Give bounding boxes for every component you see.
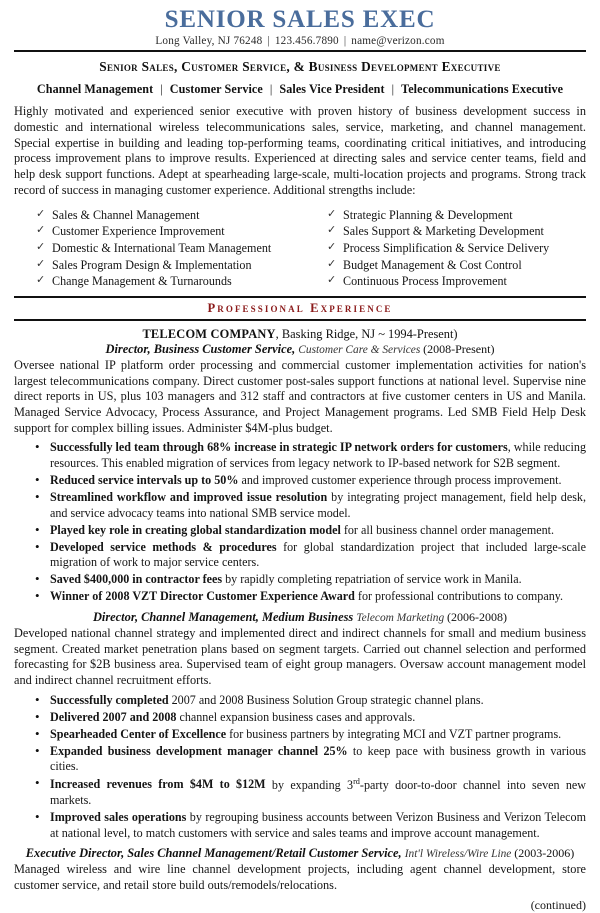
- job-title: [14, 846, 586, 861]
- achievement-highlight: Successfully completed: [50, 692, 169, 707]
- strength-label: Change Management & Turnarounds: [52, 274, 232, 289]
- achievement-item: [50, 523, 586, 539]
- achievement-text: by expanding 3rd-party door-to-door channel into seven new markets.: [50, 776, 586, 808]
- page-title: SENIOR SALES EXEC: [164, 6, 436, 33]
- achievement-highlight: Spearheaded Center of Excellence: [50, 726, 227, 741]
- achievement-text: 2007 and 2008 Business Solution Group strategic channel plans.: [168, 692, 484, 707]
- check-icon: ✓: [327, 257, 337, 270]
- job-department: Customer Care & Services: [298, 344, 424, 357]
- job-title-text: Director, Business Customer Service,: [105, 342, 299, 357]
- continued-label: (continued): [530, 897, 586, 912]
- strength-label: Continuous Process Improvement: [343, 274, 507, 289]
- job-title-text: Executive Director, Sales Channel Management/Retail Customer Service,: [25, 846, 405, 861]
- check-icon: ✓: [327, 274, 337, 287]
- contact-line: [14, 35, 586, 47]
- achievement-highlight: Reduced service intervals up to 50%: [50, 472, 239, 487]
- company-line: [14, 327, 586, 342]
- job-description: Developed national channel strategy and implemented direct and indirect channels for small and medium business segment. Created market penetration plans based on segment targets. Carried out channel selection and performed forecasting for $2B business area. Supervised team of eight group managers. Oversaw account management model and indirect channel recruitment efforts.: [14, 626, 586, 687]
- achievement-highlight: Delivered 2007 and 2008: [50, 709, 177, 724]
- job-description: Managed wireless and wire line channel development projects, including agent channel development, store customer service, and retail store build outs/remodels/relocations.: [14, 862, 586, 892]
- achievement-text: for global standardization project that included large-scale migration of work to major service centers.: [50, 539, 586, 570]
- contact-separator-1: |: [267, 35, 270, 48]
- achievement-text: for professional contributions to company.: [354, 589, 564, 604]
- achievement-text: by integrating project management, field help desk, and service advocacy teams into national SMB service model.: [50, 489, 586, 520]
- job-block: [14, 610, 586, 841]
- strength-item: [36, 207, 311, 224]
- achievement-text: to keep pace with business growth in various cities.: [50, 743, 586, 774]
- achievement-item: [50, 693, 586, 709]
- strength-item: [36, 273, 311, 290]
- strength-label: Domestic & International Team Management: [52, 241, 272, 256]
- job-block: [14, 846, 586, 893]
- achievement-highlight: Played key role in creating global standardization model: [50, 522, 341, 537]
- strength-item: [327, 240, 586, 257]
- strength-item: [327, 223, 586, 240]
- keyword-line: [14, 82, 586, 97]
- strengths-columns: [14, 207, 586, 290]
- check-icon: ✓: [36, 224, 46, 237]
- keyword-item: Telecommunications Executive: [401, 82, 564, 97]
- achievement-text: by rapidly completing repatriation of service work in Manila.: [222, 572, 522, 587]
- keyword-separator: |: [391, 82, 395, 97]
- strength-label: Sales Program Design & Implementation: [52, 257, 252, 272]
- strength-item: [327, 257, 586, 274]
- achievement-item: [50, 572, 586, 588]
- job-title: [14, 610, 586, 625]
- strength-item: [36, 223, 311, 240]
- strength-label: Strategic Planning & Development: [343, 207, 513, 222]
- achievement-item: [50, 710, 586, 726]
- strengths-column-left: [36, 207, 311, 290]
- keyword-separator: |: [160, 82, 163, 97]
- achievement-highlight: Developed service methods & procedures: [50, 539, 277, 554]
- strength-label: Process Simplification & Service Delivery: [343, 241, 550, 256]
- achievement-highlight: Streamlined workflow and improved issue resolution: [50, 489, 328, 504]
- keyword-item: Channel Management: [36, 82, 154, 97]
- professional-headline: Senior Sales, Customer Service, & Business Development Executive: [99, 59, 501, 75]
- achievement-text: by regrouping business accounts between Verizon Business and Verizon Telecom at national level, to match customers with service and sales teams and improve account management.: [50, 810, 586, 840]
- achievement-item: [50, 540, 586, 571]
- strength-label: Sales Support & Marketing Development: [343, 224, 544, 239]
- resume-header: [14, 7, 586, 97]
- section-professional-experience: [14, 296, 586, 321]
- job-dates: (2008-Present): [423, 342, 495, 357]
- achievement-text: for business partners by integrating MCI and VZT partner programs.: [226, 726, 562, 741]
- achievement-item: [50, 744, 586, 775]
- contact-separator-2: |: [343, 35, 347, 48]
- job-title: [14, 342, 586, 357]
- company-location-dates: , Basking Ridge, NJ ~ 1994-Present): [275, 327, 458, 342]
- section-title: Professional Experience: [207, 301, 393, 316]
- check-icon: ✓: [327, 224, 337, 237]
- job-block: [14, 342, 586, 605]
- strength-label: Budget Management & Cost Control: [343, 257, 522, 272]
- achievement-list: [14, 440, 586, 605]
- achievement-highlight: Saved $400,000 in contractor fees: [50, 572, 223, 587]
- contact-phone: 123.456.7890: [274, 35, 339, 48]
- job-dates: (2003-2006): [514, 846, 575, 861]
- strength-item: [36, 257, 311, 274]
- strength-item: [327, 273, 586, 290]
- achievement-list: [14, 693, 586, 842]
- achievement-highlight: Expanded business development manager channel 25%: [50, 743, 348, 758]
- achievement-highlight: Successfully led team through 68% increase in strategic IP network orders for customers: [50, 440, 508, 455]
- section-rule-bottom: [14, 319, 586, 321]
- achievement-item: [50, 776, 586, 808]
- check-icon: ✓: [36, 207, 46, 220]
- achievement-item: [50, 440, 586, 471]
- achievement-text: channel expansion business cases and approvals.: [176, 709, 416, 724]
- job-description: Oversee national IP platform order processing and commercial customer implementation activities for nation's largest telecommunications company. Direct customer post-sales support functions at national level. Supervise nine direct reports in US, plus 103 managers and 312 staff and contractors at five customer centers in US and Manila. Managed Service Advocacy, Process Assurance, and Project Management programs. Led SMB Field Help Desk support for complex billing issues. Administer $4M-plus budget.: [14, 358, 586, 435]
- achievement-item: [50, 727, 586, 743]
- check-icon: ✓: [36, 274, 46, 287]
- achievement-item: [50, 589, 586, 605]
- check-icon: ✓: [36, 257, 46, 270]
- job-department: Telecom Marketing: [356, 612, 448, 625]
- achievement-text: and improved customer experience through process improvement.: [238, 472, 562, 487]
- keyword-item: Customer Service: [169, 82, 263, 97]
- achievement-highlight: Increased revenues from $4M to $12M: [50, 777, 266, 792]
- check-icon: ✓: [327, 241, 337, 254]
- achievement-text: for all business channel order management.: [340, 522, 555, 537]
- header-divider: [14, 50, 586, 52]
- job-dates: (2006-2008): [447, 610, 508, 625]
- achievement-item: [50, 490, 586, 521]
- roles-container: [14, 342, 586, 894]
- strength-item: [36, 240, 311, 257]
- strength-item: [327, 207, 586, 224]
- check-icon: ✓: [327, 207, 337, 220]
- contact-email: name@verizon.com: [351, 35, 445, 48]
- strength-label: Sales & Channel Management: [52, 207, 200, 222]
- strength-label: Customer Experience Improvement: [52, 224, 225, 239]
- keyword-item: Sales Vice President: [279, 82, 385, 97]
- job-department: Int'l Wireless/Wire Line: [404, 848, 515, 861]
- achievement-text: , while reducing resources. This enabled migration of services from legacy network to IP-based network for S2B segment.: [50, 440, 587, 470]
- summary-paragraph: Highly motivated and experienced senior executive with proven history of business development success in domestic and international wireless telecommunications sales, service, marketing, and channel management. Special expertise in building and leading top-performing teams, coordinating critical initiatives, and introducing process improvement plans to improve results. Experienced at directing sales and service center teams, field and help desk support functions. Adept at spearheading large-scale, multi-location projects and programs. Strong track record of success in managing customer experience. Additional strengths include:: [14, 104, 586, 197]
- check-icon: ✓: [36, 241, 46, 254]
- job-title-text: Director, Channel Management, Medium Business: [92, 610, 357, 625]
- achievement-item: [50, 473, 586, 489]
- achievement-highlight: Improved sales operations: [50, 810, 187, 825]
- strengths-column-right: [311, 207, 586, 290]
- contact-location: Long Valley, NJ 76248: [155, 35, 263, 48]
- keyword-separator: |: [269, 82, 273, 97]
- company-name: TELECOM COMPANY: [142, 327, 276, 342]
- achievement-highlight: Winner of 2008 VZT Director Customer Experience Award: [50, 589, 355, 604]
- achievement-item: [50, 810, 586, 841]
